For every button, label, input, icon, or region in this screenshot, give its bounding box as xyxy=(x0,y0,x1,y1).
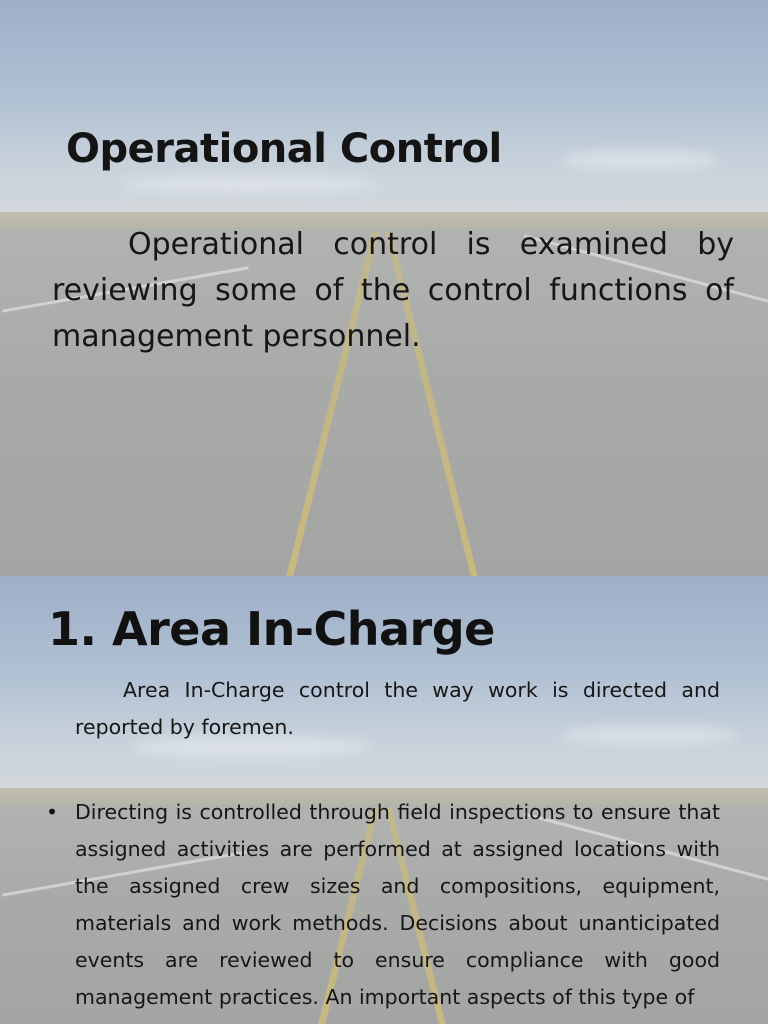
slide-title: Operational Control xyxy=(66,126,502,172)
list-item xyxy=(46,794,720,1016)
slide-title: 1. Area In-Charge xyxy=(48,602,495,656)
bullet-icon: • xyxy=(46,800,59,824)
slide-body-text: Operational control is examined by reviewing some of the control functions of management personnel. xyxy=(52,227,734,354)
bullet-list xyxy=(46,794,720,1016)
slide-intro-text: Area In-Charge control the way work is directed and reported by foremen. xyxy=(75,678,720,739)
bullet-text: Directing is controlled through field inspections to ensure that assigned activities are performed at assigned locations with the assigned crew sizes and compositions, equipment, materials and work methods. Decisions about unanticipated events are reviewed to ensure compliance with good management practices. An important aspects of this type of xyxy=(75,800,720,1009)
